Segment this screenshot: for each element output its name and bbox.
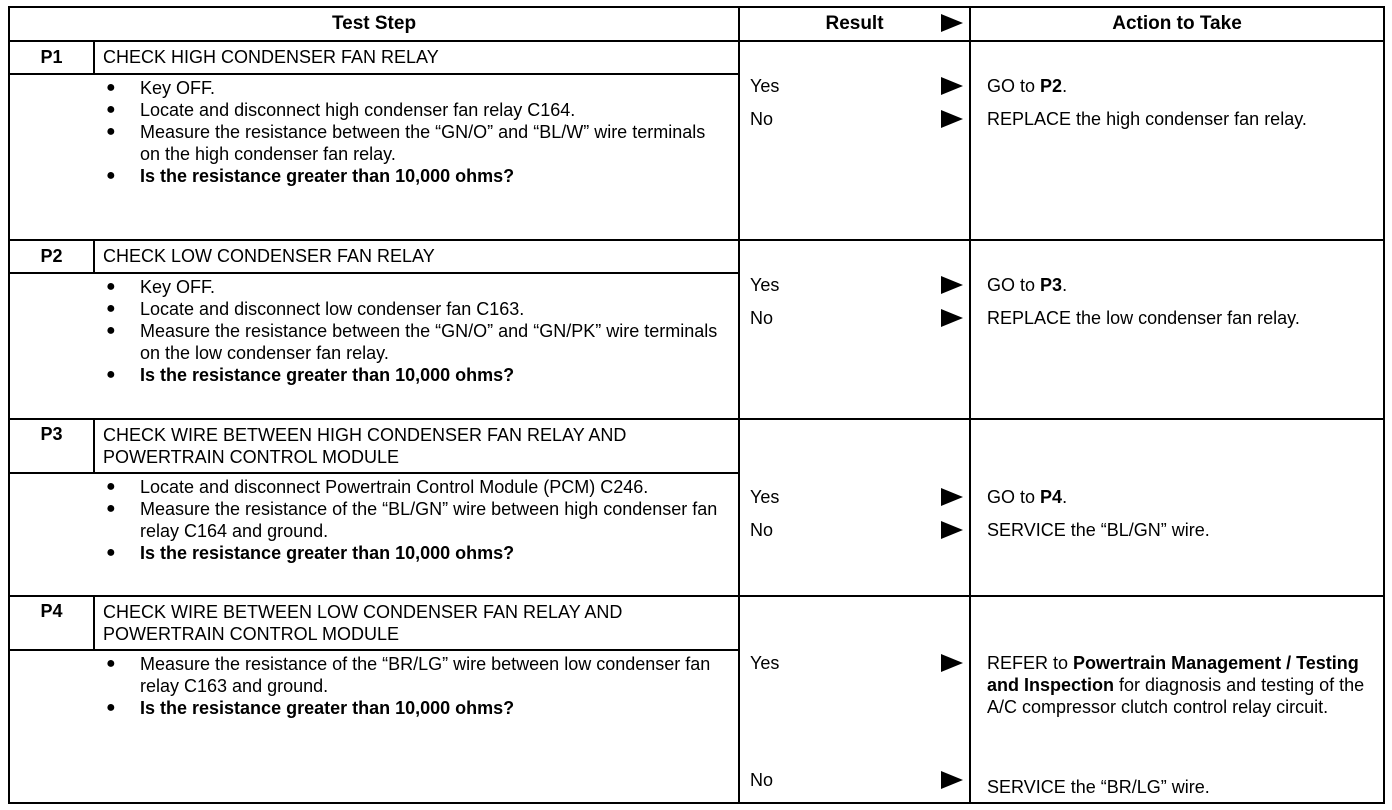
right-arrow-icon <box>941 14 963 32</box>
result-cell <box>739 419 970 596</box>
right-arrow-icon <box>941 110 963 128</box>
result-yes <box>740 486 969 519</box>
action-reference-text: Powertrain Management / Testing and Inspection <box>987 652 1359 695</box>
step-title: CHECK HIGH CONDENSER FAN RELAY <box>94 41 739 74</box>
right-arrow-icon <box>941 521 963 539</box>
instruction-item: ● Key OFF. <box>100 77 730 99</box>
instruction-question: ● Is the resistance greater than 10,000 ohms? <box>100 697 730 719</box>
action-link-text: P2 <box>1040 76 1063 96</box>
right-arrow-icon <box>941 309 963 327</box>
instruction-item: ● Measure the resistance between the “GN/O” and “GN/PK” wire terminals on the low condenser fan relay. <box>100 320 730 364</box>
action-yes <box>971 274 1383 307</box>
step-instructions <box>94 473 739 596</box>
result-label: No <box>750 519 774 540</box>
right-arrow-icon <box>941 488 963 506</box>
action-text: . <box>1062 486 1068 507</box>
action-yes <box>971 652 1383 718</box>
header-test-step: Test Step <box>9 7 739 41</box>
right-arrow-icon <box>941 276 963 294</box>
action-text: GO to <box>987 486 1041 507</box>
result-label: Yes <box>750 652 780 673</box>
action-text: . <box>1062 76 1068 96</box>
step-title-row <box>9 596 1384 650</box>
result-yes <box>740 652 969 685</box>
result-label: Yes <box>750 275 780 296</box>
action-cell <box>970 419 1384 596</box>
action-text: GO to <box>987 275 1041 296</box>
step-title: CHECK LOW CONDENSER FAN RELAY <box>94 240 739 273</box>
action-text: . <box>1062 275 1068 296</box>
action-yes <box>971 486 1383 519</box>
instruction-item: ● Locate and disconnect low condenser fan C163. <box>100 298 730 320</box>
instruction-question: ● Is the resistance greater than 10,000 ohms? <box>100 364 730 386</box>
result-label: Yes <box>750 486 780 507</box>
result-no <box>740 108 969 141</box>
result-no <box>740 769 969 802</box>
action-cell <box>970 240 1384 419</box>
step-title: CHECK WIRE BETWEEN HIGH CONDENSER FAN RELAY AND POWERTRAIN CONTROL MODULE <box>94 419 739 473</box>
instruction-item: ● Measure the resistance of the “BL/GN” wire between high condenser fan relay C164 and ground. <box>100 498 730 542</box>
instruction-item: ● Locate and disconnect high condenser fan relay C164. <box>100 99 730 121</box>
step-instructions <box>94 650 739 803</box>
step-spacer <box>9 273 94 419</box>
instruction-list <box>100 476 730 564</box>
action-yes <box>971 75 1383 108</box>
step-title-row <box>9 240 1384 273</box>
right-arrow-icon <box>941 654 963 672</box>
right-arrow-icon <box>941 771 963 789</box>
result-cell <box>739 596 970 803</box>
action-link-text: P4 <box>1040 486 1063 507</box>
action-link-text: P3 <box>1040 275 1063 296</box>
instruction-item: ● Measure the resistance of the “BR/LG” wire between low condenser fan relay C163 and ground. <box>100 653 730 697</box>
result-label: No <box>750 109 774 129</box>
step-spacer <box>9 650 94 803</box>
action-no <box>971 307 1383 329</box>
step-instructions <box>94 273 739 419</box>
result-cell <box>739 41 970 240</box>
step-id: P3 <box>9 419 94 473</box>
result-label: Yes <box>750 76 780 96</box>
header-action: Action to Take <box>970 7 1384 41</box>
action-text: SERVICE the “BL/GN” wire. <box>987 519 1210 540</box>
instruction-question: ● Is the resistance greater than 10,000 ohms? <box>100 165 730 187</box>
instruction-question: ● Is the resistance greater than 10,000 ohms? <box>100 542 730 564</box>
result-label: No <box>750 770 774 790</box>
action-text: REFER to <box>987 652 1074 673</box>
table-header-row <box>9 7 1384 41</box>
step-id: P4 <box>9 596 94 650</box>
result-no <box>740 519 969 552</box>
right-arrow-icon <box>941 77 963 95</box>
action-text: REPLACE the low condenser fan relay. <box>987 308 1300 329</box>
action-no <box>971 108 1383 130</box>
action-cell <box>970 596 1384 803</box>
step-title-row <box>9 41 1384 74</box>
action-no <box>971 519 1383 541</box>
step-title-row <box>9 419 1384 473</box>
result-yes <box>740 75 969 108</box>
step-id: P1 <box>9 41 94 74</box>
header-result <box>739 7 970 41</box>
instruction-item: ● Locate and disconnect Powertrain Control Module (PCM) C246. <box>100 476 730 498</box>
action-text: SERVICE the “BR/LG” wire. <box>987 777 1210 797</box>
step-id: P2 <box>9 240 94 273</box>
instruction-list <box>100 653 730 719</box>
step-spacer <box>9 74 94 240</box>
instruction-item: ● Key OFF. <box>100 276 730 298</box>
step-spacer <box>9 473 94 596</box>
instruction-list <box>100 77 730 187</box>
action-no <box>971 776 1383 798</box>
pinpoint-test-table <box>8 6 1385 804</box>
result-no <box>740 307 969 340</box>
action-cell <box>970 41 1384 240</box>
action-text: GO to <box>987 76 1041 96</box>
action-text: for diagnosis and testing of the A/C compressor clutch control relay circuit. <box>987 674 1365 717</box>
result-label: No <box>750 308 774 329</box>
instruction-item: ● Measure the resistance between the “GN/O” and “BL/W” wire terminals on the high condenser fan relay. <box>100 121 730 165</box>
step-title: CHECK WIRE BETWEEN LOW CONDENSER FAN RELAY AND POWERTRAIN CONTROL MODULE <box>94 596 739 650</box>
instruction-list <box>100 276 730 386</box>
result-yes <box>740 274 969 307</box>
result-cell <box>739 240 970 419</box>
header-result-label: Result <box>825 13 884 34</box>
step-instructions <box>94 74 739 240</box>
action-text: REPLACE the high condenser fan relay. <box>987 109 1307 129</box>
